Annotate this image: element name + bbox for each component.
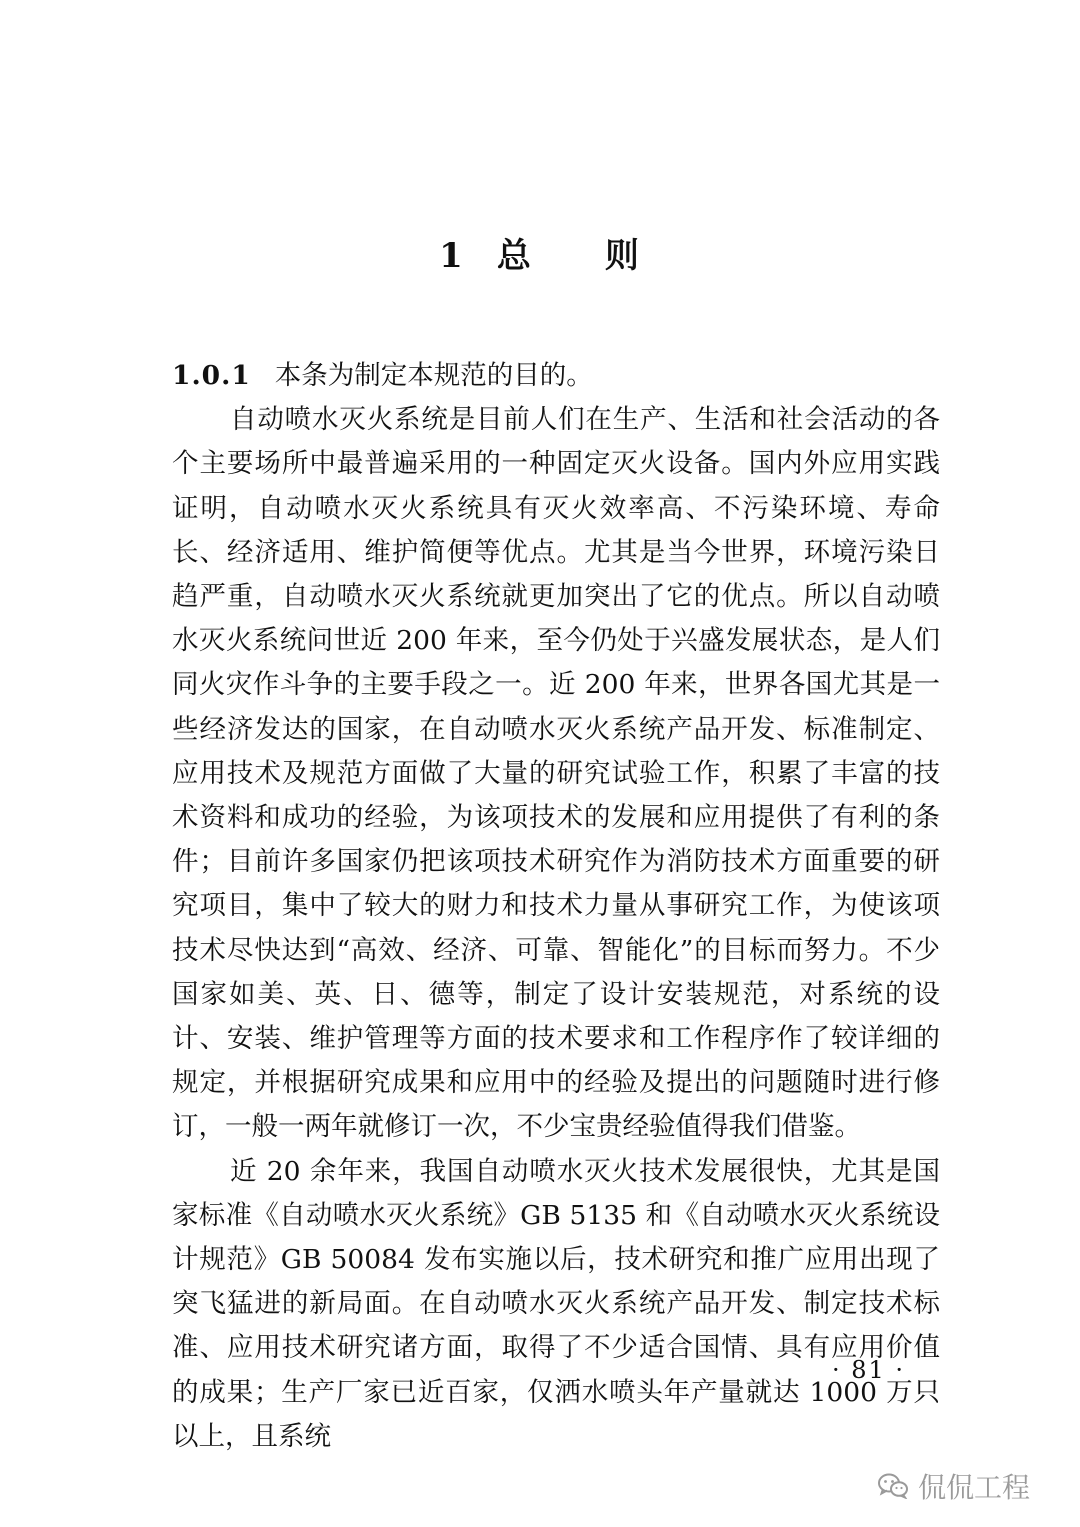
chapter-title [0, 228, 1080, 277]
chapter-title-char-2: 则 [604, 236, 641, 276]
clause-heading [172, 354, 940, 398]
clause-number: 1.0.1 [172, 360, 251, 391]
watermark [878, 1466, 1030, 1506]
paragraph-2: 近 20 余年来，我国自动喷水灭火技术发展很快，尤其是国家标准《自动喷水灭火系统》GB 5135 和《自动喷水灭火系统设计规范》GB 50084 发布实施以后，技术研究和推广应用出现了突飞猛进的新局面。在自动喷水灭火系统产品开发、制定技术标准、应用技术研究诸方面，取得了不少适合国情、具有应用价值的成果；生产厂家已近百家，仅洒水喷头年产量就达 1000 万只以上，且系统 [172, 1155, 940, 1452]
paragraph-1: 自动喷水灭火系统是目前人们在生产、生活和社会活动的各个主要场所中最普遍采用的一种固定灭火设备。国内外应用实践证明，自动喷水灭火系统具有灭火效率高、不污染环境、寿命长、经济适用、维护简便等优点。尤其是当今世界，环境污染日趋严重，自动喷水灭火系统就更加突出了它的优点。所以自动喷水灭火系统问世近 200 年来，至今仍处于兴盛发展状态，是人们同火灾作斗争的主要手段之一。近 200 年来，世界各国尤其是一些经济发达的国家，在自动喷水灭火系统产品开发、标准制定、应用技术及规范方面做了大量的研究试验工作，积累了丰富的技术资料和成功的经验，为该项技术的发展和应用提供了有利的条件；目前许多国家仍把该项技术研究作为消防技术方面重要的研究项目，集中了较大的财力和技术力量从事研究工作，为使该项技术尽快达到“高效、经济、可靠、智能化”的目标而努力。不少国家如美、英、日、德等，制定了设计安装规范，对系统的设计、安装、维护管理等方面的技术要求和工作程序作了较详细的规定，并根据研究成果和应用中的经验及提出的问题随时进行修订，一般一两年就修订一次，不少宝贵经验值得我们借鉴。 [172, 404, 940, 1143]
wechat-icon [878, 1473, 908, 1499]
chapter-number: 1 [439, 236, 465, 276]
watermark-text: 侃侃工程 [918, 1471, 1031, 1504]
clause-heading-text: 本条为制定本规范的目的。 [274, 360, 593, 391]
chapter-title-char-1: 总 [496, 236, 533, 276]
page-number: · 81 · [832, 1356, 906, 1384]
body-text [172, 354, 940, 1459]
